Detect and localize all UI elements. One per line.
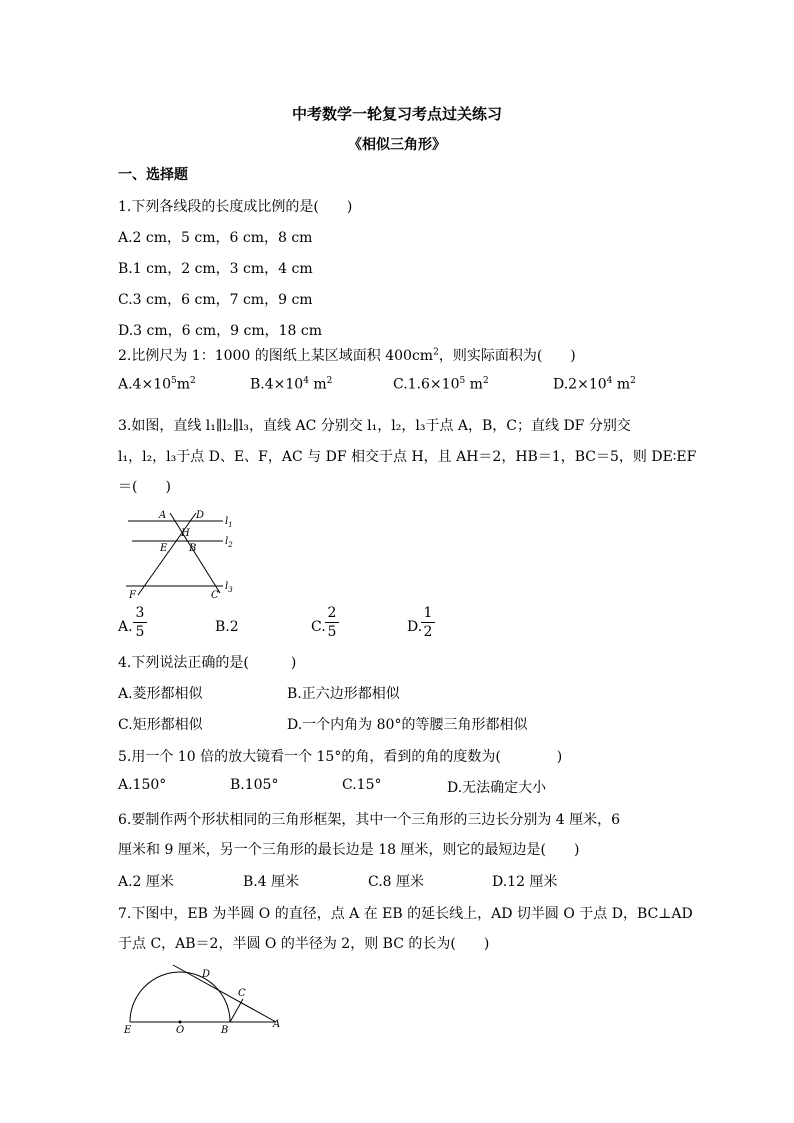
label-l2-sub: 2	[228, 541, 233, 549]
q2-c-exp: 5	[459, 376, 466, 386]
q2-stem-tail: ，则实际面积为( )	[438, 348, 576, 364]
fraction-bar	[421, 622, 435, 623]
q3-a-numerator: 3	[135, 605, 145, 621]
q6-stem-line2: 厘米和 9 厘米，另一个三角形的最长边是 18 厘米，则它的最短边是( )	[118, 842, 580, 858]
fraction-bar	[325, 622, 339, 623]
q2-b-base: B.4×10	[250, 376, 304, 393]
q2-b-unit-exp: 2	[326, 376, 333, 386]
label-h: H	[181, 528, 190, 539]
q7-stem-line2: 于点 C，AB＝2，半圆 O 的半径为 2，则 BC 的长为( )	[118, 936, 490, 952]
line-df	[138, 513, 196, 595]
q4-option-c: C.矩形都相似	[118, 717, 203, 733]
label-e: E	[160, 543, 168, 554]
page-title: 中考数学一轮复习考点过关练习	[291, 105, 502, 123]
q1-option-a: A.2 cm，5 cm，6 cm，8 cm	[118, 230, 313, 246]
q3-stem-line3: ＝( )	[118, 479, 171, 495]
center-point	[179, 1021, 182, 1024]
q4-option-d: D.一个内角为 80°的等腰三角形都相似	[287, 717, 528, 733]
label-c: C	[211, 590, 219, 601]
q2-d-unit: m	[612, 376, 631, 393]
label-c: C	[238, 988, 246, 999]
label-l1-letter: l	[225, 516, 229, 527]
q3-option-d-fraction	[421, 605, 435, 640]
label-a: A	[273, 1019, 281, 1030]
q3-option-a-letter: A.	[118, 619, 133, 635]
q2-c-unit-exp: 2	[482, 376, 489, 386]
label-d: D	[202, 969, 211, 980]
q3-a-denominator: 5	[135, 624, 145, 640]
q4-stem: 4.下列说法正确的是( )	[118, 655, 297, 671]
q2-d-unit-exp: 2	[630, 376, 636, 386]
fraction-bar	[133, 622, 147, 623]
q3-option-c-letter: C.	[311, 619, 326, 635]
q5-option-d: D.无法确定大小	[447, 780, 547, 796]
section-heading: 一、选择题	[118, 167, 188, 183]
q2-a-unit: m	[176, 376, 191, 393]
label-o: O	[176, 1025, 185, 1035]
label-e: E	[124, 1025, 132, 1035]
q2-option-b	[250, 376, 332, 393]
q2-c-unit: m	[465, 376, 483, 393]
q3-d-numerator: 1	[423, 605, 433, 621]
q2-c-base: C.1.6×10	[393, 376, 460, 393]
segment-bc	[230, 999, 243, 1022]
q3-stem-line1: 3.如图，直线 l₁∥l₂∥l₃，直线 AC 分别交 l₁，l₂，l₃于点 A，B，C；直线 DF 分别交	[118, 418, 631, 434]
label-l3-letter: l	[225, 581, 229, 592]
q3-stem-line2: l₁，l₂，l₃于点 D、E、F，AC 与 DF 相交于点 H，且 AH＝2，HB＝1，BC＝5，则 DE∶EF	[118, 449, 697, 465]
q2-b-unit: m	[308, 376, 327, 393]
q2-option-d	[553, 376, 636, 393]
q5-stem: 5.用一个 10 倍的放大镜看一个 15°的角，看到的角的度数为( )	[118, 749, 563, 765]
q5-option-c: C.15°	[342, 777, 382, 793]
label-l2	[225, 536, 233, 549]
tangent-ad	[173, 965, 276, 1022]
q2-stem-text: 2.比例尺为 1：1000 的图纸上某区域面积 400cm	[118, 348, 434, 364]
q2-a-exp: 5	[171, 376, 177, 386]
label-f: F	[129, 590, 136, 601]
semicircle	[130, 972, 230, 1022]
q6-stem-line1: 6.要制作两个形状相同的三角形框架，其中一个三角形的三边长分别为 4 厘米，6	[118, 812, 621, 828]
q2-option-a	[118, 376, 196, 393]
label-l1	[225, 516, 233, 529]
q4-option-a: A.菱形都相似	[118, 686, 203, 702]
q1-stem: 1.下列各线段的长度成比例的是( )	[118, 199, 353, 215]
q3-option-d-letter: D.	[407, 619, 423, 635]
q2-d-base: D.2×10	[553, 376, 607, 393]
q2-option-c	[393, 376, 489, 393]
label-d: D	[196, 510, 205, 521]
q4-option-b: B.正六边形都相似	[287, 686, 400, 702]
q3-d-denominator: 2	[423, 624, 433, 640]
page-subtitle: 《相似三角形》	[348, 137, 446, 153]
q5-option-a: A.150°	[118, 777, 167, 793]
q2-stem-sup: 2	[433, 347, 439, 358]
q2-b-exp: 4	[303, 376, 309, 386]
q1-option-b: B.1 cm，2 cm，3 cm，4 cm	[118, 261, 313, 277]
label-l3-sub: 3	[228, 586, 233, 594]
q6-option-a: A.2 厘米	[118, 874, 174, 890]
q7-stem-line1: 7.下图中，EB 为半圆 O 的直径，点 A 在 EB 的延长线上，AD 切半圆 O 于点 D，BC⊥AD	[118, 906, 693, 922]
q7-figure	[118, 960, 293, 1035]
q6-option-d: D.12 厘米	[492, 874, 558, 890]
q5-option-b: B.105°	[230, 777, 279, 793]
q2-stem	[118, 345, 576, 365]
q1-option-d: D.3 cm，6 cm，9 cm，18 cm	[118, 323, 322, 339]
q3-c-numerator: 2	[327, 605, 337, 621]
label-l1-sub: 1	[228, 521, 233, 529]
q3-figure	[118, 503, 248, 603]
q6-option-c: C.8 厘米	[368, 874, 425, 890]
q3-option-c-fraction	[325, 605, 339, 640]
label-a: A	[159, 510, 167, 521]
label-b: B	[221, 1025, 229, 1035]
label-b: B	[189, 543, 197, 554]
q3-option-b: B.2	[215, 619, 239, 635]
q3-option-a-fraction	[133, 605, 147, 640]
label-l3	[225, 581, 233, 594]
q3-c-denominator: 5	[327, 624, 337, 640]
q1-option-c: C.3 cm，6 cm，7 cm，9 cm	[118, 292, 313, 308]
q2-d-exp: 4	[606, 376, 613, 386]
q2-a-unit-exp: 2	[190, 376, 196, 386]
label-l2-letter: l	[225, 536, 229, 547]
q2-a-base: A.4×10	[118, 376, 172, 393]
q6-option-b: B.4 厘米	[243, 874, 300, 890]
